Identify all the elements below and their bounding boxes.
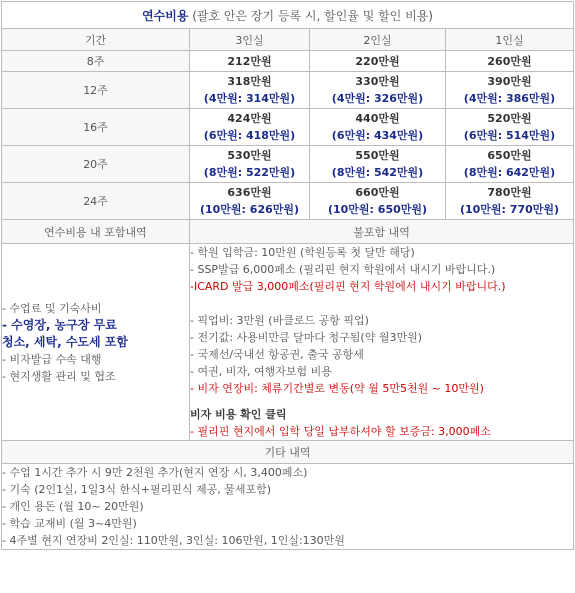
period-label: 20주 (2, 146, 190, 183)
list-item: - 기숙 (2인1실, 1일3식 한식+필리핀식 제공, 물세포함) (2, 483, 272, 496)
table-row (2, 109, 574, 146)
price-cell (446, 51, 574, 72)
price-cell (446, 72, 574, 109)
list-item: - 학습 교재비 (월 3~4만원) (2, 517, 137, 530)
price: 424만원 (227, 112, 272, 125)
list-item: - 수업료 및 기숙사비 (2, 301, 102, 315)
list-item: - 수업 1시간 추가 시 9만 2천원 추가(현지 연장 시, 3,400페소) (2, 466, 308, 479)
list-item: - 비자 연장비: 체류기간별로 변동(약 월 5만5천원 ~ 10만원) (190, 382, 484, 395)
discount: (6만원: 514만원) (463, 129, 556, 142)
price: 260만원 (487, 54, 532, 68)
price: 520만원 (487, 112, 532, 125)
list-item: - 국제선/국내선 항공권, 출국 공항세 (190, 348, 364, 361)
price: 780만원 (487, 186, 532, 199)
discount: (6만원: 418만원) (203, 129, 296, 142)
excluded-list (190, 244, 574, 441)
discount: (8만원: 522만원) (203, 166, 296, 179)
list-item: -ICARD 발급 3,000페소(필리핀 현지 학원에서 내시기 바랍니다.) (190, 280, 506, 293)
header-triple-room: 3인실 (190, 29, 310, 51)
list-item: - 전기값: 사용비만큼 달마다 청구됨(약 월3만원) (190, 331, 423, 344)
list-item: - 현지생활 관리 및 협조 (2, 369, 116, 383)
price: 318만원 (227, 75, 272, 88)
header-double-room: 2인실 (310, 29, 446, 51)
price: 330만원 (355, 75, 400, 88)
discount: (10만원: 650만원) (327, 203, 428, 216)
price: 220만원 (355, 54, 400, 68)
list-item: - 필리핀 현지에서 입학 당일 납부하셔야 할 보증금: 3,000페소 (190, 425, 491, 438)
discount: (8만원: 542만원) (331, 166, 424, 179)
price: 390만원 (487, 75, 532, 88)
table-row (2, 72, 574, 109)
table-row (2, 51, 574, 72)
price-cell (190, 183, 310, 220)
period-label: 8주 (2, 51, 190, 72)
list-item: - 여권, 비자, 여행자보험 비용 (190, 365, 332, 378)
price-cell (310, 72, 446, 109)
header-period: 기간 (2, 29, 190, 51)
price-cell (310, 183, 446, 220)
price-cell (190, 72, 310, 109)
list-item: - 픽업비: 3만원 (바클로드 공항 픽업) (190, 314, 369, 327)
discount: (10만원: 770만원) (459, 203, 560, 216)
price: 650만원 (487, 149, 532, 162)
title-note: (괄호 안은 장기 등록 시, 할인율 및 할인 비용) (188, 8, 433, 23)
period-label: 12주 (2, 72, 190, 109)
price-cell (190, 146, 310, 183)
list-item: - 비자발급 수속 대행 (2, 352, 102, 366)
fee-table (1, 1, 574, 550)
table-title (2, 2, 574, 29)
spacer (190, 295, 573, 312)
list-item: - 개인 용돈 (월 10~ 20만원) (2, 500, 144, 513)
discount: (4만원: 326만원) (331, 92, 424, 105)
discount: (4만원: 314만원) (203, 92, 296, 105)
table-row (2, 146, 574, 183)
price-cell (446, 146, 574, 183)
price-cell (446, 109, 574, 146)
price: 530만원 (227, 149, 272, 162)
discount: (4만원: 386만원) (463, 92, 556, 105)
title-main: 연수비용 (142, 8, 189, 23)
spacer (190, 397, 573, 406)
price-cell (310, 109, 446, 146)
other-list (2, 464, 574, 550)
discount: (6만원: 434만원) (331, 129, 424, 142)
price-cell (446, 183, 574, 220)
price: 636만원 (227, 186, 272, 199)
price: 212만원 (227, 54, 272, 68)
discount: (10만원: 626만원) (199, 203, 300, 216)
discount: (8만원: 642만원) (463, 166, 556, 179)
list-item: - SSP발급 6,000페소 (필리핀 현지 학원에서 내시기 바랍니다.) (190, 263, 496, 276)
price-cell (310, 51, 446, 72)
price-cell (310, 146, 446, 183)
other-header: 기타 내역 (2, 441, 574, 464)
included-header: 연수비용 내 포함내역 (2, 220, 190, 244)
list-item: - 4주별 현지 연장비 2인실: 110만원, 3인실: 106만원, 1인실:130만원 (2, 534, 345, 547)
header-single-room: 1인실 (446, 29, 574, 51)
price: 440만원 (355, 112, 400, 125)
included-list (2, 244, 190, 441)
period-label: 24주 (2, 183, 190, 220)
excluded-header: 불포함 내역 (190, 220, 574, 244)
list-item: - 수영장, 농구장 무료 (2, 317, 117, 332)
list-item: 청소, 세탁, 수도세 포함 (2, 334, 128, 349)
visa-cost-link[interactable]: 비자 비용 확인 클릭 (190, 408, 287, 421)
price-cell (190, 109, 310, 146)
list-item: - 학원 입학금: 10만원 (학원등록 첫 달만 해당) (190, 246, 415, 259)
price-cell (190, 51, 310, 72)
period-label: 16주 (2, 109, 190, 146)
table-row (2, 183, 574, 220)
price: 550만원 (355, 149, 400, 162)
price: 660만원 (355, 186, 400, 199)
